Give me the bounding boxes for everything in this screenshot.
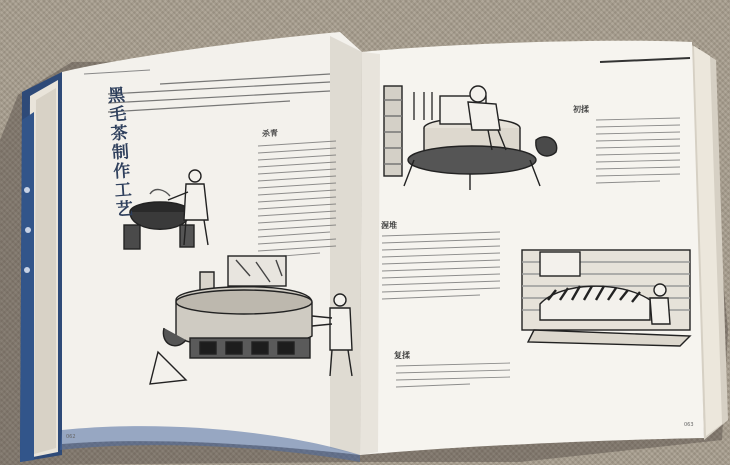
chapter-title: 黑毛茶制作工艺 [103, 85, 133, 220]
section-label-churou: 初揉 [573, 105, 589, 114]
section-label-wodui: 渥堆 [381, 221, 397, 230]
svg-text:063: 063 [684, 422, 694, 428]
section-label-shaqing: 杀青 [261, 128, 279, 139]
svg-text:062: 062 [66, 434, 76, 440]
section-label-fourou: 复揉 [394, 351, 410, 360]
